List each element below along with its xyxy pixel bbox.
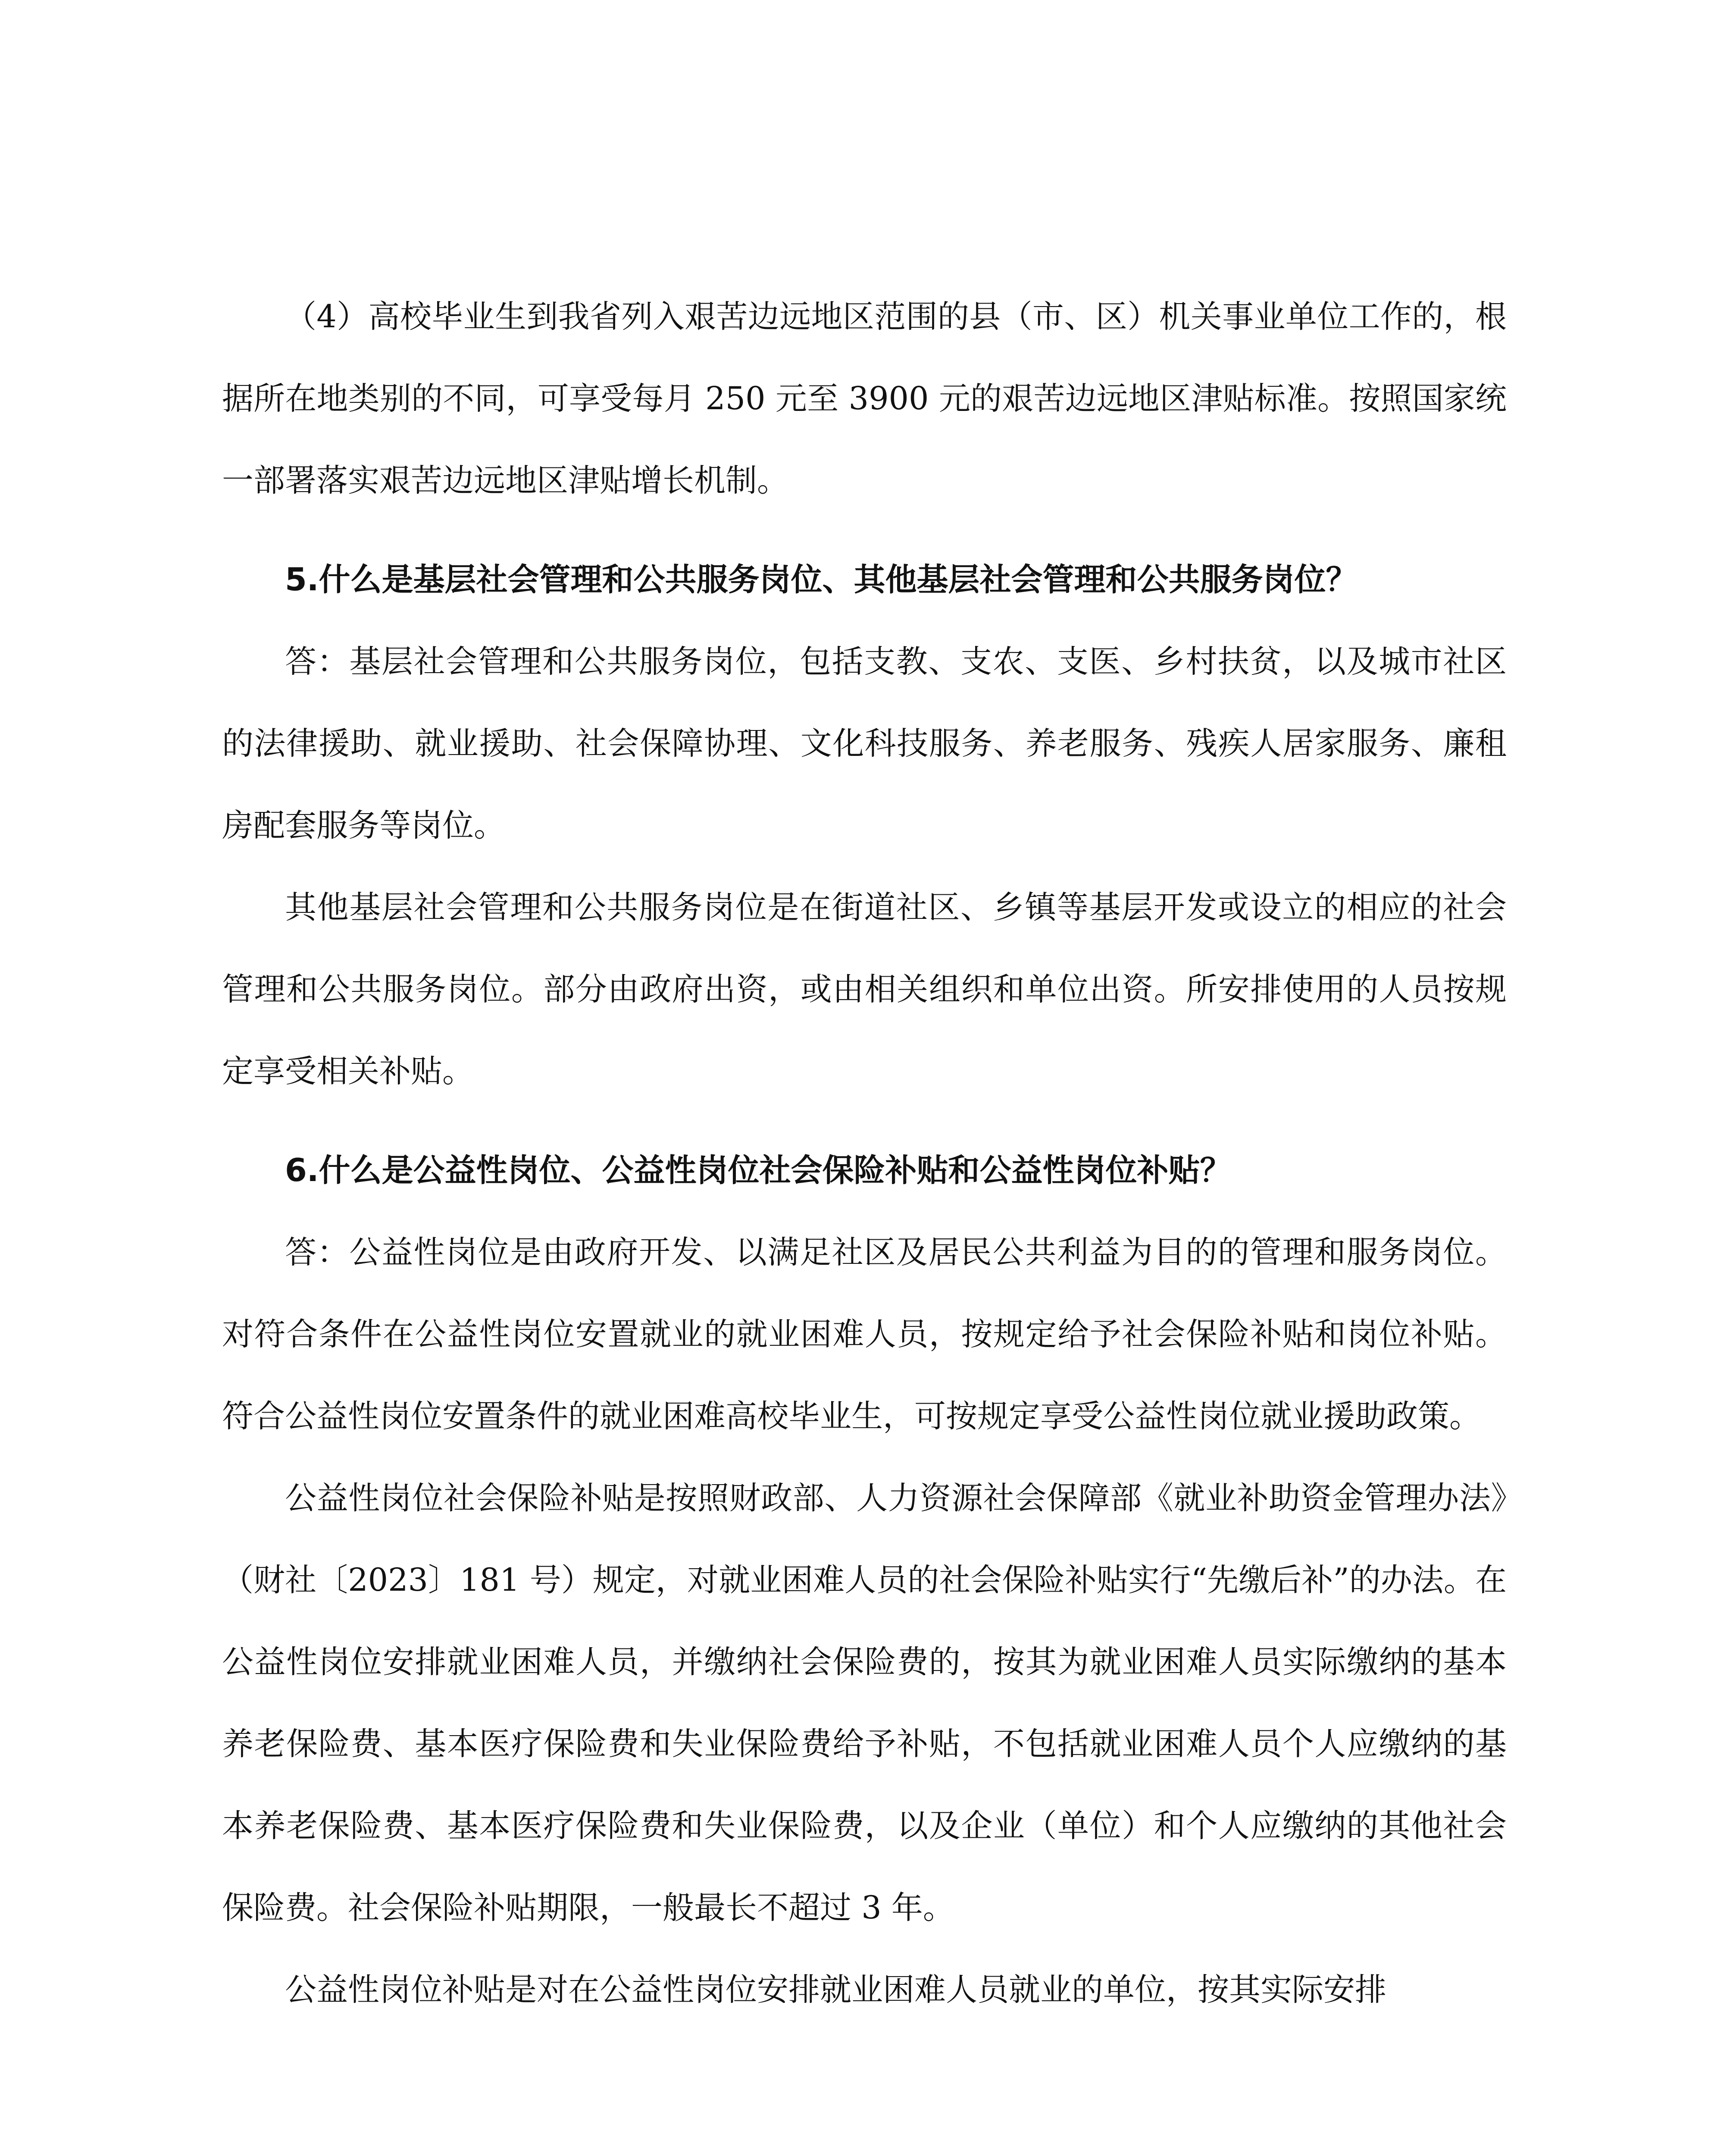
section-5-heading: 5.什么是基层社会管理和公共服务岗位、其他基层社会管理和公共服务岗位？ xyxy=(285,561,1358,598)
section-6-heading: 6.什么是公益性岗位、公益性岗位社会保险补贴和公益性岗位补贴？ xyxy=(285,1152,1232,1189)
section-6-post-subsidy-paragraph: 公益性岗位补贴是对在公益性岗位安排就业困难人员就业的单位，按其实际安排 xyxy=(285,1971,1386,2008)
section-5-other-posts-paragraph: 其他基层社会管理和公共服务岗位是在街道社区、乡镇等基层开发或设立的相应的社会管理和公共服务岗位。部分由政府出资，或由相关组织和单位出资。所安排使用的人员按规定享受相关补贴。 xyxy=(222,889,1507,1090)
page-content xyxy=(222,276,1507,2031)
section-5-answer-paragraph: 答：基层社会管理和公共服务岗位，包括支教、支农、支医、乡村扶贫，以及城市社区的法律援助、就业援助、社会保障协理、文化科技服务、养老服务、残疾人居家服务、廉租房配套服务等岗位。 xyxy=(222,643,1507,844)
section-6-social-insurance-paragraph: 公益性岗位社会保险补贴是按照财政部、人力资源社会保障部《就业补助资金管理办法》（财社〔2023〕181 号）规定，对就业困难人员的社会保险补贴实行“先缴后补”的办法。在公益性岗位安排就业困难人员，并缴纳社会保险费的，按其为就业困难人员实际缴纳的基本养老保险费、基本医疗保险费和失业保险费给予补贴，不包括就业困难人员个人应缴纳的基本养老保险费、基本医疗保险费和失业保险费，以及企业（单位）和个人应缴纳的其他社会保险费。社会保险补贴期限，一般最长不超过 3 年。 xyxy=(222,1480,1507,1926)
section-6-answer-paragraph: 答：公益性岗位是由政府开发、以满足社区及居民公共利益为目的的管理和服务岗位。对符合条件在公益性岗位安置就业的就业困难人员，按规定给予社会保险补贴和岗位补贴。符合公益性岗位安置条件的就业困难高校毕业生，可按规定享受公益性岗位就业援助政策。 xyxy=(222,1234,1507,1435)
paragraph-hardship-allowance: （4）高校毕业生到我省列入艰苦边远地区范围的县（市、区）机关事业单位工作的，根据所在地类别的不同，可享受每月 250 元至 3900 元的艰苦边远地区津贴标准。按照国家统一部署落实艰苦边远地区津贴增长机制。 xyxy=(222,298,1507,499)
